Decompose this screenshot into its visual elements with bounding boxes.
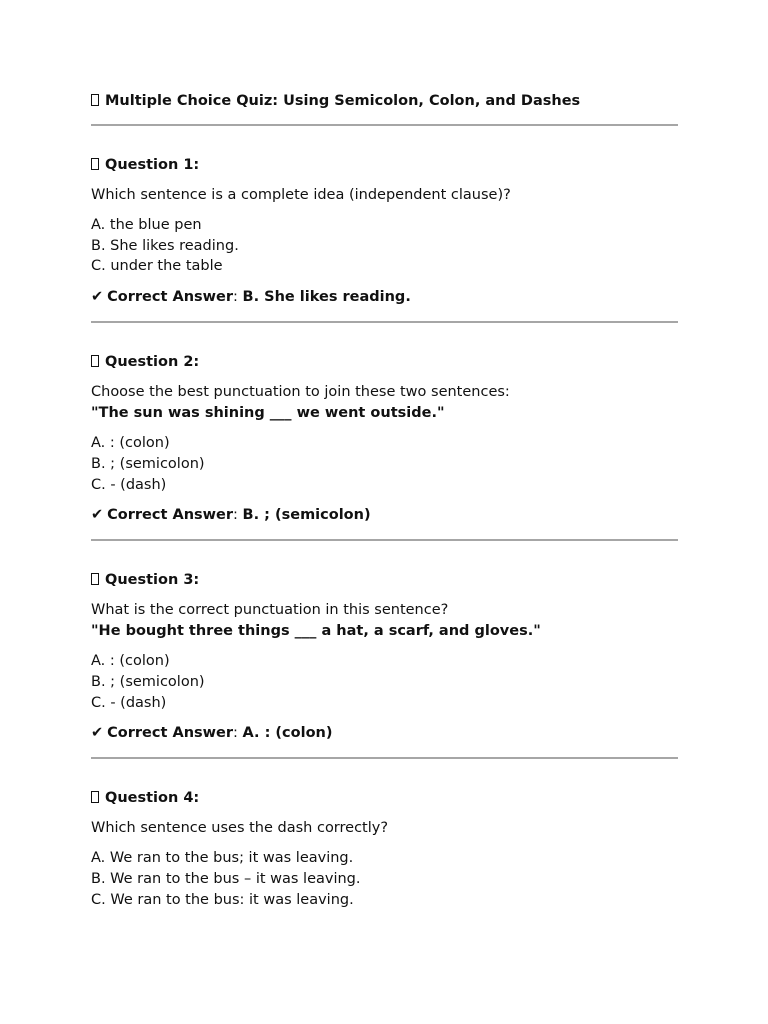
question-4 (91, 759, 678, 910)
question-text: What is the correct punctuation in this sentence? (91, 602, 449, 619)
option-a: A. the blue pen (91, 217, 202, 233)
question-heading: Question 4: (91, 787, 678, 809)
quiz-title-text: Multiple Choice Quiz: Using Semicolon, Colon, and Dashes (105, 93, 581, 109)
missing-glyph-icon (91, 791, 99, 803)
quiz-title (91, 90, 678, 112)
check-icon: ✔ (91, 289, 104, 306)
option-list (91, 651, 678, 713)
option-list (91, 433, 678, 495)
question-text: Which sentence is a complete idea (independent clause)? (91, 187, 511, 203)
option-c: C. We ran to the bus: it was leaving. (91, 891, 354, 908)
quiz-document (91, 90, 678, 910)
question-text: Which sentence uses the dash correctly? (91, 820, 389, 837)
option-c: C. - (dash) (91, 476, 167, 493)
option-c: C. under the table (91, 258, 223, 275)
option-b: B. We ran to the bus – it was leaving. (91, 871, 361, 888)
correct-answer-value: B. She likes reading. (242, 289, 411, 306)
question-quote: "He bought three things ___ a hat, a scarf, and gloves." (91, 623, 541, 640)
correct-answer: ✔ Correct Answer: A. : (colon) (91, 723, 678, 744)
option-c: C. - (dash) (91, 694, 167, 711)
check-icon: ✔ (91, 507, 104, 524)
question-heading: Question 3: (91, 569, 678, 591)
correct-answer-label: Correct Answer (107, 289, 234, 306)
correct-answer-label: Correct Answer (107, 725, 234, 742)
option-a: A. : (colon) (91, 435, 170, 452)
option-b: B. ; (semicolon) (91, 455, 205, 472)
missing-glyph-icon (91, 573, 99, 585)
correct-answer-label: Correct Answer (107, 507, 234, 524)
missing-glyph-icon (91, 94, 99, 106)
option-a: A. : (colon) (91, 653, 170, 670)
correct-answer: ✔ Correct Answer: B. She likes reading. (91, 287, 678, 308)
check-icon: ✔ (91, 725, 104, 742)
option-list (91, 215, 678, 277)
correct-answer: ✔ Correct Answer: B. ; (semicolon) (91, 505, 678, 526)
option-b: B. ; (semicolon) (91, 673, 205, 690)
question-3 (91, 541, 678, 759)
question-1 (91, 126, 678, 323)
question-2 (91, 323, 678, 541)
option-b: B. She likes reading. (91, 237, 239, 254)
question-heading: Question 2: (91, 351, 678, 373)
correct-answer-value: A. : (colon) (242, 725, 333, 742)
missing-glyph-icon (91, 158, 99, 170)
question-quote: "The sun was shining ___ we went outside." (91, 405, 445, 422)
question-heading: Question 1: (91, 154, 678, 176)
missing-glyph-icon (91, 355, 99, 367)
correct-answer-value: B. ; (semicolon) (242, 507, 371, 524)
question-text: Choose the best punctuation to join these two sentences: (91, 384, 510, 401)
option-list (91, 848, 678, 910)
option-a: A. We ran to the bus; it was leaving. (91, 850, 354, 867)
